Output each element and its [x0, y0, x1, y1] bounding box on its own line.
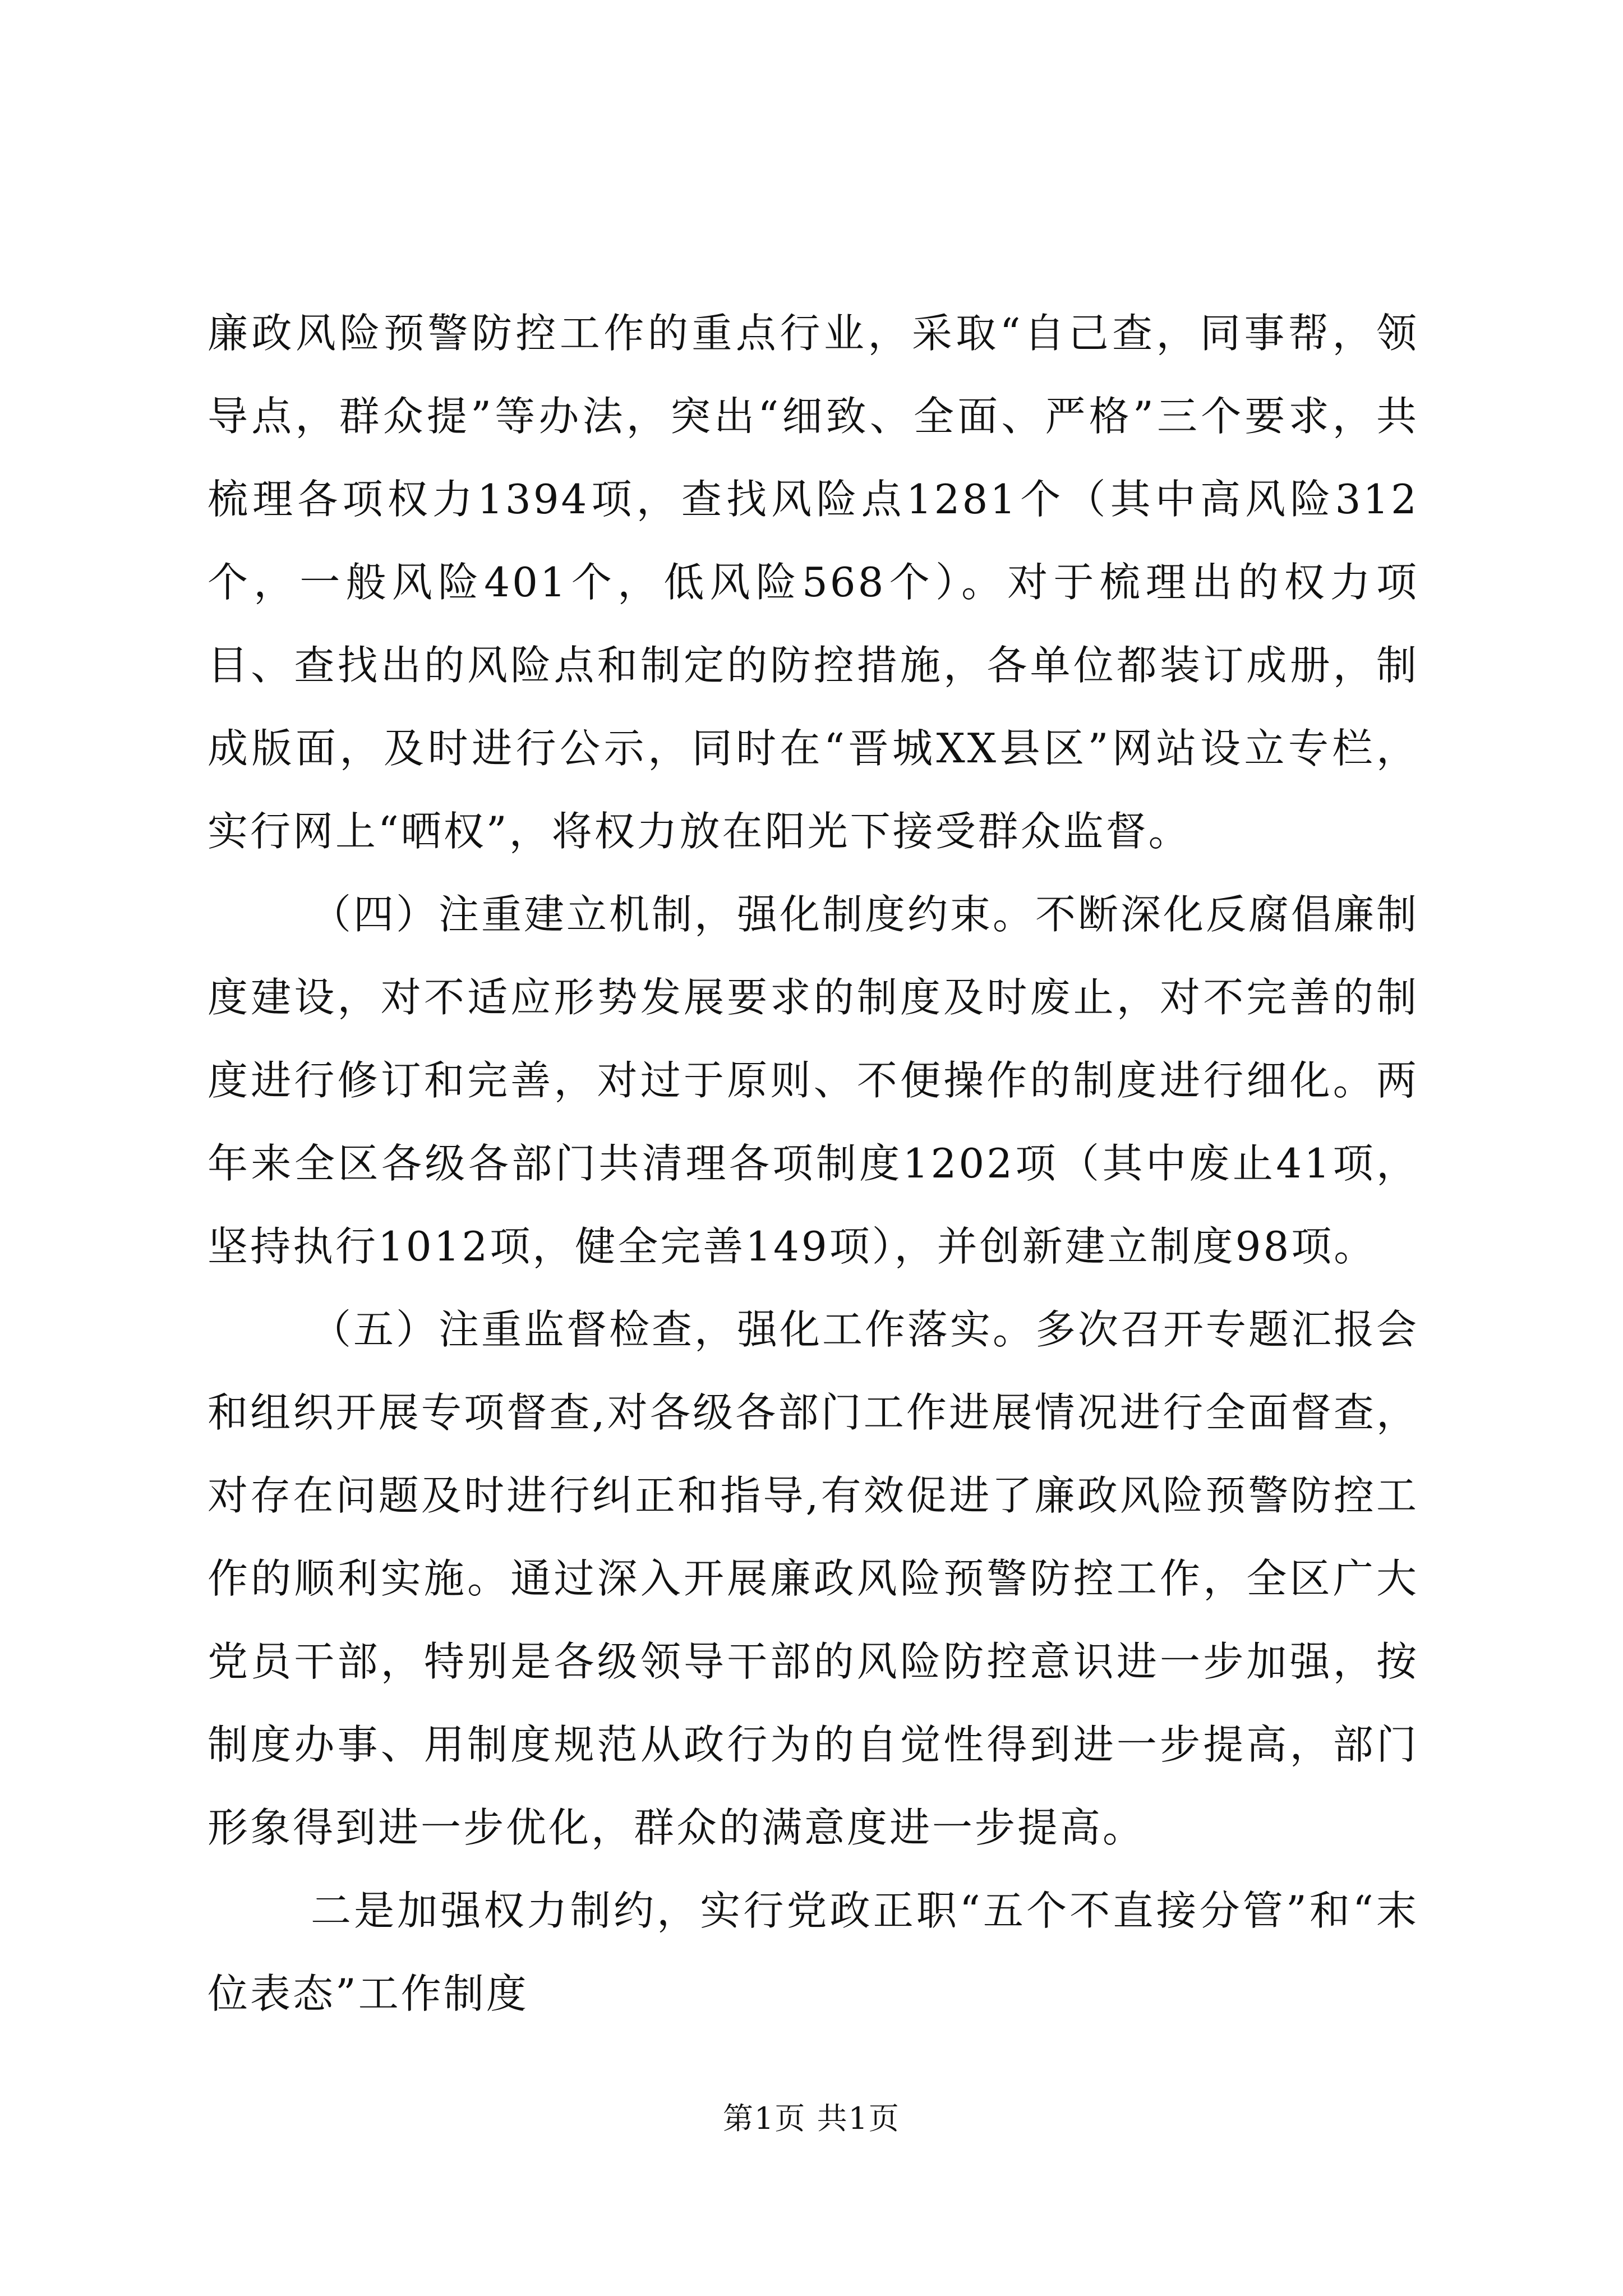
document-body	[208, 292, 1419, 2035]
paragraph-section-four: （四）注重建立机制，强化制度约束。不断深化反腐倡廉制度建设，对不适应形势发展要求的制度及时废止，对不完善的制度进行修订和完善，对过于原则、不便操作的制度进行细化。两年来全区各级各部门共清理各项制度1202项（其中废止41项，坚持执行1012项，健全完善149项），并创新建立制度98项。	[208, 891, 1419, 1270]
paragraph-continuation: 廉政风险预警防控工作的重点行业，采取“自己查，同事帮，领导点，群众提”等办法，突出“细致、全面、严格”三个要求，共梳理各项权力1394项，查找风险点1281个（其中高风险312个，一般风险401个，低风险568个）。对于梳理出的权力项目、查找出的风险点和制定的防控措施，各单位都装订成册，制成版面，及时进行公示，同时在“晋城XX县区”网站设立专栏，实行网上“晒权”，将权力放在阳光下接受群众监督。	[208, 310, 1419, 855]
paragraph-section-five: （五）注重监督检查，强化工作落实。多次召开专题汇报会和组织开展专项督查,对各级各部门工作进展情况进行全面督查，对存在问题及时进行纠正和指导,有效促进了廉政风险预警防控工作的顺利实施。通过深入开展廉政风险预警防控工作，全区广大党员干部，特别是各级领导干部的风险防控意识进一步加强，按制度办事、用制度规范从政行为的自觉性得到进一步提高，部门形象得到进一步优化，群众的满意度进一步提高。	[208, 1306, 1419, 1851]
paragraph-point-two: 二是加强权力制约，实行党政正职“五个不直接分管”和“末位表态”工作制度	[208, 1887, 1419, 2017]
page-footer: 第1页 共1页	[723, 2101, 900, 2136]
